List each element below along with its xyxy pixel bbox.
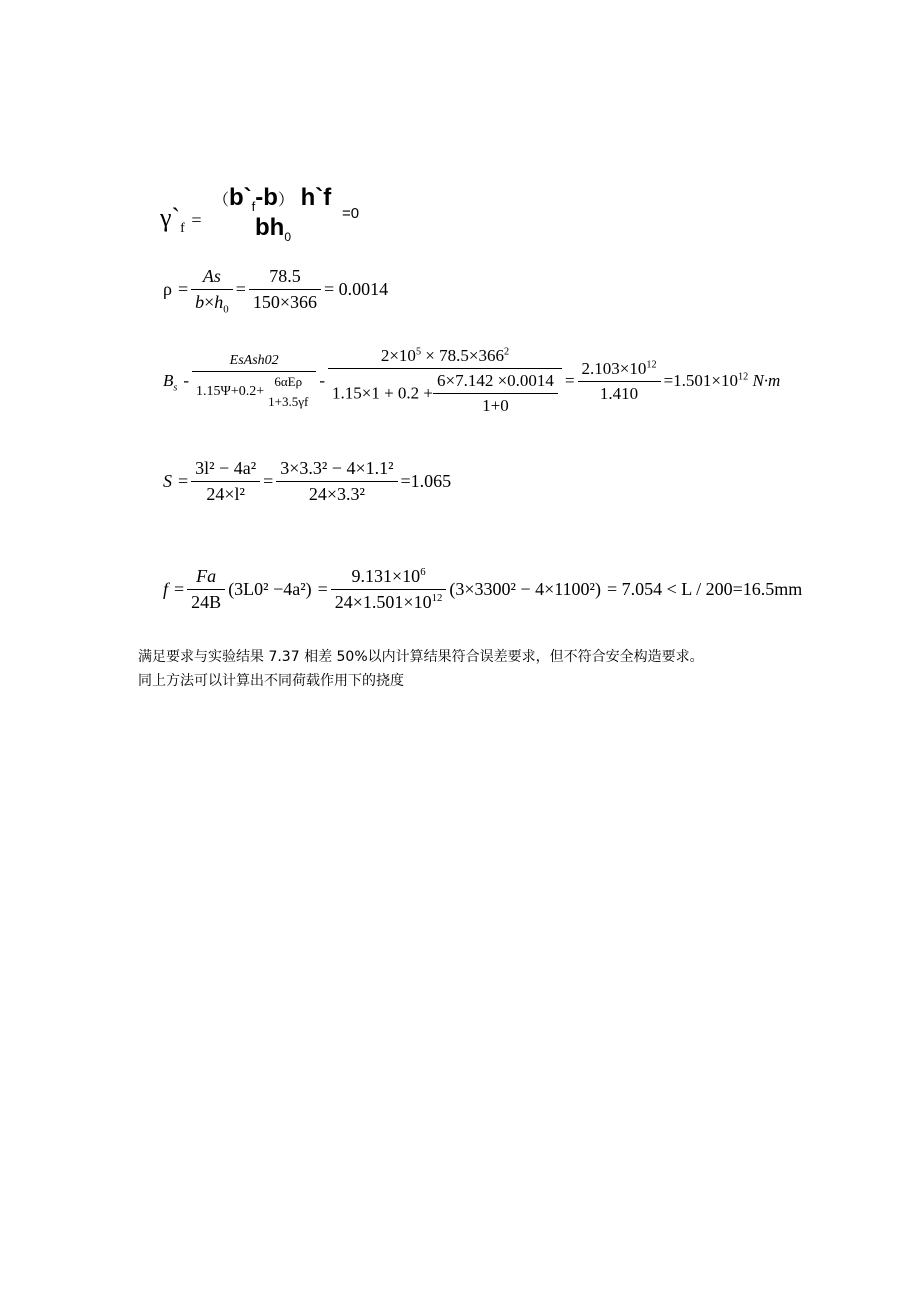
gamma-equals: = [191, 210, 202, 230]
s-eq2: = [263, 471, 274, 491]
bs-rhs-exp: 12 [738, 371, 749, 383]
rho-fraction-2 [249, 266, 321, 313]
s-rhs: =1.065 [400, 471, 452, 491]
rho-fraction-1 [191, 266, 233, 316]
bs-f2-inner-den: 1+0 [482, 396, 509, 415]
gamma-lhs [160, 203, 202, 237]
bs-f3-num-exp: 12 [646, 358, 657, 370]
rho-f2-den: 150×366 [252, 292, 318, 312]
rho-f2-num: 78.5 [249, 266, 321, 290]
equation-s [160, 458, 454, 505]
gamma-symbol: γ` [160, 203, 181, 232]
bs-eq3: = [564, 371, 575, 390]
gamma-numerator [213, 184, 331, 212]
gamma-num-h: h`f [293, 184, 332, 211]
gamma-num-b2: -b [255, 184, 278, 211]
s-fraction-1 [191, 458, 260, 505]
rho-f1-den [191, 290, 233, 316]
bs-f2-num-exp: 5 [415, 346, 422, 358]
bs-f1-num: EsAsh02 [192, 353, 316, 372]
s-lhs: S [163, 471, 172, 491]
bs-f2-den [328, 369, 562, 416]
bs-fraction-1 [192, 353, 316, 410]
f-f2-num-pre: 9.131×10 [351, 566, 421, 586]
bs-f2-inner-num: 6×7.142 ×0.0014 [433, 371, 558, 394]
rho-eq1: = [177, 279, 189, 299]
f-paren-1: (3L0² −4a²) [228, 579, 312, 599]
bs-f2-inner [433, 371, 558, 416]
f-paren-2: (3×3300² − 4×1100²) [449, 579, 601, 599]
gamma-num-paren-close: ） [277, 192, 294, 209]
bs-fraction-3 [578, 359, 661, 404]
gamma-num-sub-f: f [251, 198, 256, 214]
s-f1-num: 3l² − 4a² [191, 458, 260, 482]
gamma-den-b: bh [255, 214, 285, 241]
gamma-den-sub: 0 [284, 229, 292, 244]
gamma-sub: f [180, 221, 185, 237]
bs-f1-den-pre: 1.15Ψ+0.2+ [196, 383, 265, 399]
f-f2-num [331, 566, 447, 590]
f-f2-num-exp: 6 [420, 566, 426, 578]
f-eq2: = [317, 579, 328, 599]
bs-eq2: - [319, 371, 325, 390]
bs-f3-num [578, 359, 661, 382]
bs-lhs-b: B [163, 371, 174, 390]
gamma-denominator [255, 214, 291, 242]
f-f2-den [331, 590, 447, 613]
s-f2-den: 24×3.3² [308, 484, 365, 504]
rho-rhs: = 0.0014 [324, 279, 389, 299]
gamma-rhs: =0 [342, 205, 360, 222]
s-fraction-2 [276, 458, 397, 505]
rho-f1-num: As [191, 266, 233, 290]
gamma-num-paren-open: （ [213, 192, 230, 209]
gamma-num-b1: b` [229, 184, 252, 211]
f-rhs: = 7.054 < L / 200=16.5mm [606, 579, 803, 599]
rho-eq2: = [235, 279, 246, 299]
bs-f2-num-mid: × 78.5×366 [421, 346, 504, 365]
s-f2-num: 3×3.3² − 4×1.1² [276, 458, 397, 482]
f-f1-den: 24B [191, 592, 222, 612]
bs-lhs-sub: s [173, 382, 178, 394]
f-f1-num: Fa [187, 566, 225, 590]
bs-f1-inner-den: 1+3.5γf [268, 393, 309, 409]
bs-f2-num-exp2: 2 [503, 346, 510, 358]
rho-lhs: ρ [163, 279, 172, 299]
paragraph-2: 同上方法可以计算出不同荷载作用下的挠度 [138, 673, 404, 689]
rho-f1-den-times: × [204, 292, 215, 312]
s-f1-den: 24×l² [206, 484, 245, 504]
bs-rhs [661, 371, 784, 391]
f-eq1: = [174, 579, 185, 599]
rho-f1-den-sub: 0 [223, 303, 229, 316]
equation-rho [160, 266, 391, 316]
f-fraction-2 [331, 566, 447, 613]
f-f2-den-exp: 12 [431, 592, 443, 604]
bs-f1-inner [264, 374, 312, 410]
f-fraction-1 [187, 566, 225, 613]
bs-f2-num-pre: 2×10 [380, 346, 416, 365]
rho-f1-den-h: h [214, 292, 224, 312]
bs-f1-den [192, 372, 316, 410]
paragraph-1: 满足要求与实验结果 7.37 相差 50%以内计算结果符合误差要求，但不符合安全构造要求。 [138, 649, 704, 665]
rho-f1-den-b: b [195, 292, 205, 312]
f-f2-den-pre: 24×1.501×10 [334, 592, 432, 612]
s-eq1: = [178, 471, 189, 491]
bs-f2-den-pre: 1.15×1 + 0.2 + [331, 383, 433, 403]
bs-f2-num [328, 346, 562, 369]
bs-f3-num-pre: 2.103×10 [581, 358, 647, 378]
bs-fraction-2 [328, 346, 562, 416]
bs-f3-den: 1.410 [599, 383, 639, 403]
f-lhs: f [163, 579, 169, 599]
bs-f1-inner-num: 6αEρ [274, 373, 303, 389]
bs-rhs-pre: =1.501×10 [663, 371, 738, 390]
equation-bs [160, 346, 783, 416]
bs-rhs-unit: N·m [748, 371, 781, 390]
equation-f [160, 566, 805, 613]
bs-eq1: - [183, 371, 190, 390]
bs-lhs [160, 371, 180, 394]
